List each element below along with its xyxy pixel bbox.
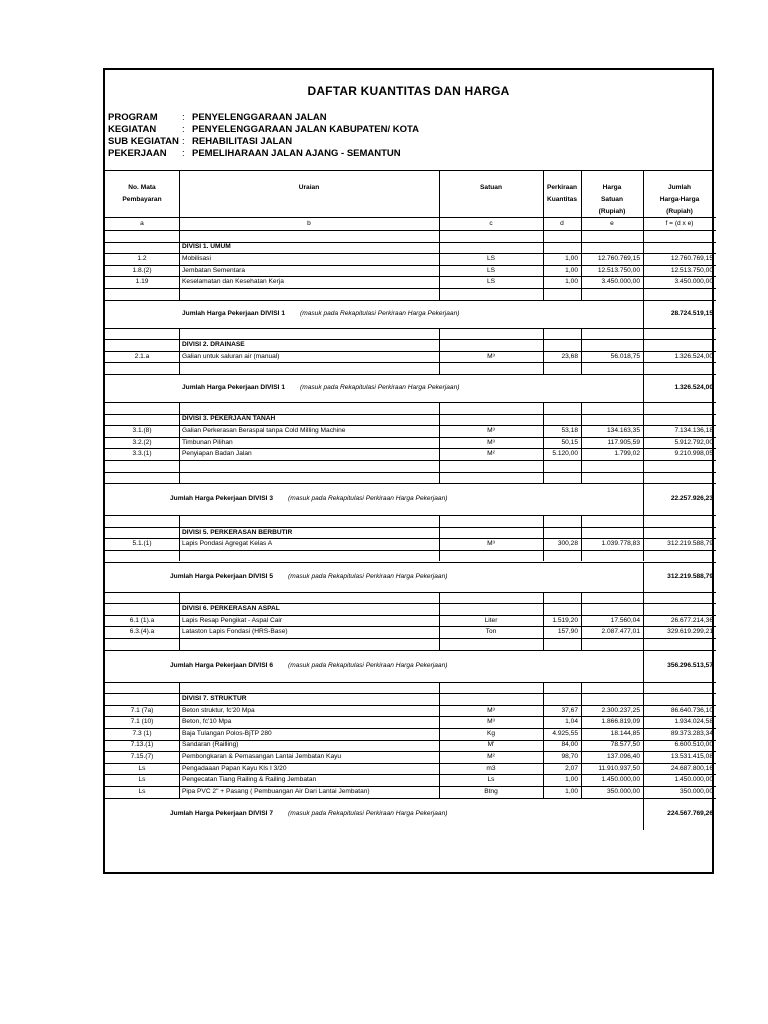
item-unit-price: 1.866.819,09	[601, 718, 640, 726]
division-total-note: (masuk pada Rekapitulasi Perkiraan Harga Pekerjaan)	[288, 572, 448, 580]
meta-value: PEMELIHARAAN JALAN AJANG - SEMANTUN	[192, 148, 401, 159]
grid-vline	[581, 230, 582, 300]
item-unit: Ls	[487, 776, 495, 784]
meta-colon: :	[182, 148, 185, 159]
grid-hline	[105, 288, 716, 289]
grid-vline	[543, 682, 544, 798]
item-no: 3.2.(2)	[132, 438, 152, 446]
item-quantity: 1,00	[565, 776, 578, 784]
division-total-note: (masuk pada Rekapitulasi Perkiraan Harga Pekerjaan)	[288, 495, 448, 503]
item-quantity: 4.925,55	[552, 729, 578, 737]
meta-value: PENYELENGGARAAN JALAN KABUPATEN/ KOTA	[192, 124, 419, 135]
division-title: DIVISI 3. PEKERJAAN TANAH	[182, 415, 276, 423]
item-total: 312.219.588,79	[667, 540, 713, 548]
grid-hline	[105, 351, 716, 352]
column-letter: c	[489, 220, 493, 227]
column-header-perkiraan-1: Perkiraan	[546, 184, 578, 191]
grid-hline	[105, 230, 716, 231]
item-unit-price: 11.910.937,50	[598, 764, 640, 772]
item-total: 1.450.000,00	[674, 776, 713, 784]
grid-vline	[439, 170, 440, 230]
division-total-note-wrap	[300, 383, 459, 393]
item-description: Pengecatan Tiang Railing & Railing Jembatan	[182, 776, 317, 784]
item-unit-price: 17.560,04	[610, 616, 640, 624]
grid-vline	[643, 592, 644, 650]
item-description: Penyiapan Badan Jalan	[182, 450, 252, 458]
grid-vline	[581, 515, 582, 561]
grid-vline	[439, 592, 440, 650]
meta-colon: :	[182, 136, 185, 147]
grid-hline	[105, 425, 716, 426]
meta-value: PENYELENGGARAAN JALAN	[192, 112, 327, 123]
item-unit: m3	[486, 764, 496, 772]
grid-hline	[105, 402, 716, 403]
item-unit: M³	[487, 540, 495, 548]
item-description: Beton, fc'10 Mpa	[182, 718, 232, 726]
item-unit: M³	[487, 352, 495, 360]
division-total-value: 224.567.769,26	[667, 809, 713, 817]
item-unit-price: 12.513.750,00	[597, 266, 640, 274]
division-total-value: 356.296.513,57	[667, 661, 713, 669]
grid-vline	[179, 515, 180, 561]
grid-hline	[105, 414, 716, 415]
item-quantity: 157,90	[557, 628, 578, 636]
grid-hline	[105, 693, 716, 694]
item-quantity: 1,00	[565, 255, 578, 262]
item-quantity: 1,00	[565, 278, 578, 286]
item-no: Ls	[138, 776, 146, 784]
meta-label: KEGIATAN	[108, 124, 157, 135]
grid-vline	[543, 328, 544, 374]
column-header-jumlah-3: (Rupiah)	[666, 208, 693, 215]
item-quantity: 37,67	[561, 706, 578, 714]
division-title: DIVISI 1. UMUM	[182, 243, 231, 251]
grid-vline	[439, 328, 440, 374]
item-unit: Kg	[486, 729, 496, 737]
item-quantity: 5.120,00	[552, 450, 578, 458]
grid-hline	[105, 650, 716, 651]
item-unit: M³	[487, 438, 495, 446]
item-unit-price: 134.163,35	[606, 427, 640, 434]
grid-hline	[105, 705, 716, 706]
grid-vline	[439, 682, 440, 798]
item-description: Pipa PVC 2" + Pasang ( Pembuangan Air Dari Lantai Jembatan)	[182, 787, 370, 795]
grid-hline	[105, 515, 716, 516]
item-no: 3.3.(1)	[132, 450, 152, 458]
column-header-satuan: Satuan	[480, 184, 502, 191]
grid-vline	[643, 402, 644, 483]
item-unit-price: 2.300.237,25	[601, 706, 640, 714]
grid-hline	[105, 265, 716, 266]
item-description: Pengadaaan Papan Kayu Kls I 3/20	[182, 764, 287, 772]
column-header-perkiraan-2: Kuantitas	[546, 196, 578, 203]
grid-hline	[105, 374, 716, 375]
meta-label: SUB KEGIATAN	[108, 136, 179, 147]
grid-hline	[105, 483, 716, 484]
item-quantity: 1,00	[565, 266, 578, 274]
grid-vline	[581, 328, 582, 374]
item-description: Galian untuk saluran air (manual)	[182, 352, 280, 360]
grid-vline	[643, 650, 644, 682]
item-unit-price: 78.577,50	[610, 741, 640, 749]
grid-vline	[581, 402, 582, 483]
division-total-note-wrap	[288, 572, 447, 582]
item-total: 1.934.024,58	[674, 718, 713, 726]
column-header-jumlah-2: Harga-Harga	[659, 196, 700, 203]
grid-hline	[105, 328, 716, 329]
grid-hline	[105, 774, 716, 775]
item-description: Baja Tulangan Polos-BjTP 280	[182, 729, 272, 737]
grid-vline	[179, 592, 180, 650]
grid-vline	[439, 515, 440, 561]
item-total: 5.912.792,00	[674, 438, 713, 446]
item-unit-price: 18.144,85	[610, 729, 640, 737]
division-total-note-wrap	[288, 494, 447, 504]
column-letter: e	[610, 220, 614, 227]
column-header-no-mata-2: Pembayaran	[122, 196, 162, 203]
item-description: Lapis Resap Pengikat - Aspal Cair	[182, 616, 283, 624]
item-total: 329.619.299,21	[667, 628, 713, 636]
grid-vline	[179, 682, 180, 798]
division-total-value: 1.326.524,00	[674, 384, 713, 391]
grid-vline	[643, 300, 644, 328]
item-unit: LS	[486, 278, 496, 286]
grid-vline	[439, 230, 440, 300]
item-quantity: 50,15	[561, 438, 578, 446]
item-unit-price: 1.039.778,83	[601, 540, 640, 548]
grid-hline	[105, 362, 716, 363]
item-no: 5.1.(1)	[132, 540, 152, 548]
item-no: 2.1.a	[134, 352, 150, 360]
item-no: Ls	[138, 764, 146, 772]
grid-hline	[105, 592, 716, 593]
item-total: 350.000,00	[679, 787, 713, 795]
division-total-note-wrap	[300, 309, 459, 319]
item-no: 1.2	[137, 255, 147, 262]
grid-hline	[105, 472, 716, 473]
item-description: Galian Perkerasan Beraspal tanpa Cold Milling Machine	[182, 427, 346, 434]
division-total-value: 312.219.588,79	[667, 572, 713, 580]
item-no: 7.15.(7)	[130, 753, 154, 760]
item-description: Beton struktur, fc'20 Mpa	[182, 706, 255, 714]
division-total-label: Jumlah Harga Pekerjaan DIVISI 5	[170, 572, 273, 580]
meta-colon: :	[182, 124, 185, 135]
grid-vline	[643, 562, 644, 592]
grid-hline	[105, 460, 716, 461]
grid-vline	[543, 402, 544, 483]
item-unit: Liter	[484, 616, 498, 624]
item-total: 24.687.800,16	[670, 764, 713, 772]
grid-vline	[581, 592, 582, 650]
item-description: Lapis Pondasi Agregat Kelas A	[182, 540, 273, 548]
grid-hline	[105, 603, 716, 604]
item-no: 1.19	[135, 278, 149, 286]
division-total-note: (masuk pada Rekapitulasi Perkiraan Harga Pekerjaan)	[300, 309, 460, 317]
grid-hline	[105, 550, 716, 551]
item-quantity: 98,70	[561, 753, 578, 760]
grid-vline	[643, 682, 644, 798]
grid-hline	[105, 300, 716, 301]
grid-hline	[105, 751, 716, 752]
item-total: 3.450.000,00	[674, 278, 713, 286]
column-letter: f = (d x e)	[665, 220, 694, 227]
grid-vline	[581, 170, 582, 230]
column-header-uraian: Uraian	[298, 184, 320, 191]
item-quantity: 1,04	[565, 718, 578, 726]
item-total: 12.760.769,15	[670, 255, 713, 262]
item-description: Timbunan Pilihan	[182, 438, 233, 446]
grid-hline	[105, 217, 716, 218]
item-unit-price: 137.096,40	[606, 753, 640, 760]
item-unit: M³	[487, 706, 495, 714]
grid-hline	[105, 716, 716, 717]
grid-hline	[105, 253, 716, 254]
grid-hline	[105, 763, 716, 764]
column-header-harga-1: Harga	[602, 184, 622, 191]
grid-hline	[105, 339, 716, 340]
division-title: DIVISI 5. PERKERASAN BERBUTIR	[182, 528, 293, 536]
item-unit: M'	[487, 741, 495, 749]
meta-value: REHABILITASI JALAN	[192, 136, 293, 147]
division-title: DIVISI 2. DRAINASE	[182, 341, 245, 348]
division-total-note: (masuk pada Rekapitulasi Perkiraan Harga Pekerjaan)	[288, 809, 448, 817]
item-unit: Btng	[484, 787, 498, 795]
item-no: 7.1 (7a)	[130, 706, 154, 714]
item-quantity: 23,68	[561, 352, 578, 360]
item-unit: LS	[486, 255, 496, 262]
item-quantity: 300,28	[557, 540, 578, 548]
grid-vline	[643, 483, 644, 515]
division-total-label: Jumlah Harga Pekerjaan DIVISI 6	[170, 661, 273, 669]
grid-vline	[643, 374, 644, 402]
boq-sheet	[103, 68, 714, 874]
item-unit-price: 3.450.000,00	[601, 278, 640, 286]
division-total-label: Jumlah Harga Pekerjaan DIVISI 1	[182, 309, 285, 317]
item-no: Ls	[138, 787, 146, 795]
item-unit: M²	[487, 450, 495, 458]
item-total: 6.600.510,00	[674, 741, 713, 749]
item-unit-price: 2.087.477,01	[601, 628, 640, 636]
grid-hline	[105, 538, 716, 539]
grid-hline	[105, 740, 716, 741]
division-total-note: (masuk pada Rekapitulasi Perkiraan Harga Pekerjaan)	[288, 661, 448, 669]
item-unit-price: 350.000,00	[606, 787, 640, 795]
division-total-label: Jumlah Harga Pekerjaan DIVISI 3	[170, 495, 273, 503]
document-title: DAFTAR KUANTITAS DAN HARGA	[307, 84, 510, 98]
item-unit: Ton	[485, 628, 497, 636]
column-header-jumlah-1: Jumlah	[667, 184, 692, 191]
item-total: 89.373.283,34	[670, 729, 713, 737]
division-total-value: 28.724.519,15	[670, 309, 713, 317]
column-letter: a	[140, 220, 144, 227]
grid-vline	[643, 328, 644, 374]
item-unit-price: 56.018,75	[610, 352, 640, 360]
division-title: DIVISI 7. STRUKTUR	[182, 695, 247, 702]
item-description: Lataston Lapis Fondasi (HRS-Base)	[182, 628, 288, 636]
grid-hline	[105, 798, 716, 799]
item-unit-price: 117.905,59	[607, 438, 640, 446]
meta-label: PEKERJAAN	[108, 148, 167, 159]
meta-label: PROGRAM	[108, 112, 158, 123]
division-total-note-wrap	[288, 661, 447, 671]
item-no: 6.3.(4).a	[129, 628, 155, 636]
grid-hline	[105, 437, 716, 438]
column-letter: b	[307, 220, 311, 227]
grid-vline	[543, 170, 544, 230]
grid-vline	[643, 798, 644, 830]
item-unit-price: 12.760.769,15	[597, 255, 640, 262]
grid-vline	[179, 170, 180, 230]
grid-vline	[543, 592, 544, 650]
item-total: 86.640.736,10	[670, 706, 713, 714]
division-total-label: Jumlah Harga Pekerjaan DIVISI 1	[182, 384, 285, 391]
grid-hline	[105, 638, 716, 639]
item-unit: M²	[487, 753, 495, 760]
item-no: 7.1 (10)	[130, 718, 154, 726]
item-no: 3.1.(8)	[132, 427, 152, 434]
grid-vline	[643, 515, 644, 561]
grid-vline	[643, 170, 644, 230]
grid-hline	[105, 448, 716, 449]
item-description: Sandaran (Railling)	[182, 741, 239, 749]
item-unit-price: 1.450.000,00	[601, 776, 640, 784]
item-quantity: 1,00	[565, 787, 578, 795]
item-total: 12.513.750,00	[670, 266, 713, 274]
division-title: DIVISI 6. PERKERASAN ASPAL	[182, 605, 280, 612]
item-unit: M³	[487, 718, 495, 726]
item-description: Pembongkaran & Pemasangan Lantai Jembatan Kayu	[182, 753, 342, 760]
grid-hline	[105, 562, 716, 563]
division-total-label: Jumlah Harga Pekerjaan DIVISI 7	[170, 809, 273, 817]
grid-vline	[543, 230, 544, 300]
grid-hline	[105, 242, 716, 243]
item-total: 9.210.998,05	[674, 450, 713, 458]
item-description: Keselamatan dan Kesehatan Kerja	[182, 278, 284, 286]
item-total: 13.531.415,08	[670, 753, 713, 760]
grid-vline	[543, 515, 544, 561]
grid-vline	[643, 230, 644, 300]
grid-vline	[179, 402, 180, 483]
item-quantity: 84,00	[561, 741, 578, 749]
grid-hline	[105, 615, 716, 616]
grid-hline	[105, 626, 716, 627]
division-total-value: 22.257.926,23	[670, 495, 713, 503]
item-quantity: 1.519,20	[552, 616, 578, 624]
grid-vline	[179, 328, 180, 374]
grid-vline	[581, 682, 582, 798]
grid-hline	[105, 682, 716, 683]
grid-vline	[439, 402, 440, 483]
grid-hline	[105, 728, 716, 729]
column-header-no-mata-1: No. Mata	[128, 184, 156, 191]
item-unit: M³	[487, 427, 495, 434]
column-letter: d	[560, 220, 564, 227]
item-no: 1.8.(2)	[132, 266, 152, 274]
item-description: Mobilisasi	[182, 255, 211, 262]
column-header-harga-3: (Rupiah)	[598, 208, 626, 215]
item-description: Jembatan Sementara	[182, 266, 246, 274]
item-total: 1.326.524,00	[674, 352, 713, 360]
division-total-note-wrap	[288, 809, 447, 819]
grid-hline	[105, 786, 716, 787]
grid-hline	[105, 527, 716, 528]
item-quantity: 53,18	[561, 427, 578, 434]
item-no: 7.3 (1)	[132, 729, 152, 737]
grid-vline	[179, 230, 180, 300]
division-total-note: (masuk pada Rekapitulasi Perkiraan Harga Pekerjaan)	[300, 384, 460, 391]
item-unit-price: 1.799,02	[614, 450, 640, 458]
grid-hline	[105, 276, 716, 277]
item-total: 7.134.136,18	[674, 427, 713, 434]
quantity-table	[105, 70, 716, 876]
column-header-harga-2: Satuan	[601, 196, 623, 203]
item-total: 26.677.214,36	[670, 616, 713, 624]
item-quantity: 2,07	[565, 764, 578, 772]
item-unit: LS	[486, 266, 496, 274]
item-no: 6.1 (1).a	[129, 616, 155, 624]
meta-colon: :	[182, 112, 185, 123]
item-no: 7.13.(1)	[130, 741, 154, 749]
